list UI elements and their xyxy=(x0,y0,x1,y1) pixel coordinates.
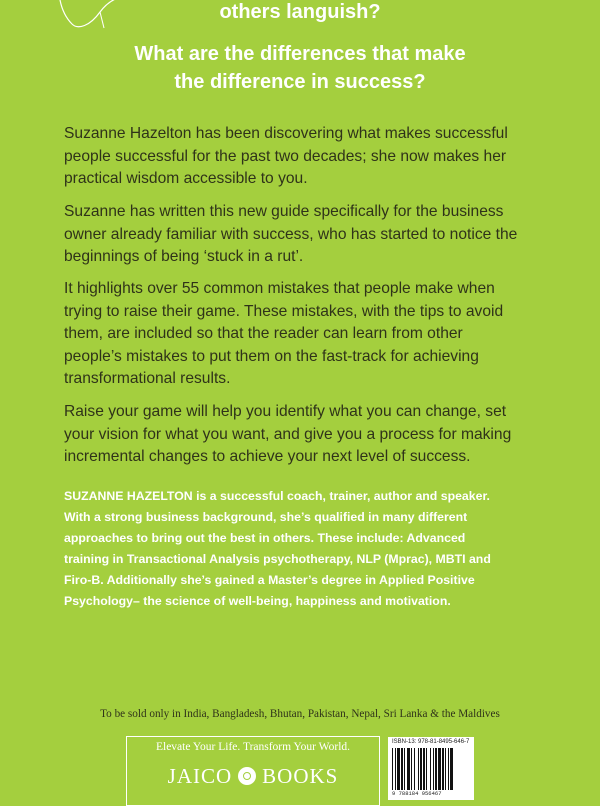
author-bio xyxy=(64,486,537,612)
paragraph-line: Suzanne has written this new guide specifically for the business xyxy=(64,203,504,220)
bio-line: approaches to bring out the best in others. These include: Advanced xyxy=(64,531,466,545)
barcode-bar xyxy=(438,748,441,790)
paragraph-3 xyxy=(64,278,537,391)
publisher-emblem-icon xyxy=(238,767,256,785)
barcode-bar xyxy=(395,748,396,790)
barcode-bar xyxy=(430,748,431,790)
paragraph-line: beginnings of being ‘stuck in a rut’. xyxy=(64,248,304,265)
barcode-bar xyxy=(445,748,446,790)
barcode-bar xyxy=(407,748,410,790)
paragraph-2 xyxy=(64,201,537,269)
paragraph-line: them, are included so that the reader can learn from other xyxy=(64,325,463,342)
barcode-bar xyxy=(411,748,412,790)
bio-line: With a strong business background, she’s qualified in many different xyxy=(64,510,468,524)
paragraph-line: transformational results. xyxy=(64,370,231,387)
barcode-block xyxy=(388,737,474,800)
barcode-bar xyxy=(426,748,427,790)
bio-line: training in Transactional Analysis psychotherapy, NLP (Mprac), MBTI and xyxy=(64,552,491,566)
barcode-number: 9 788184 956467 xyxy=(392,790,442,797)
bio-line: Firo-B. Additionally she’s gained a Master’s degree in Applied Positive xyxy=(64,573,475,587)
bio-line: SUZANNE HAZELTON is a successful coach, trainer, author and speaker. xyxy=(64,489,490,503)
headline-question xyxy=(0,40,600,96)
paragraph-line: Raise your game will help you identify what you can change, set xyxy=(64,403,507,420)
paragraph-line: trying to raise their game. These mistakes, with the tips to avoid xyxy=(64,302,504,320)
paragraph-line: people successful for the past two decades; she now makes her xyxy=(64,147,507,165)
barcode-bar xyxy=(423,748,425,790)
publisher-logo xyxy=(127,761,379,791)
sales-region-notice: To be sold only in India, Bangladesh, Bhutan, Pakistan, Nepal, Sri Lanka & the Maldives xyxy=(100,708,500,720)
headline-line-2b: the difference in success? xyxy=(174,71,426,93)
publisher-name-right: BOOKS xyxy=(262,763,339,788)
barcode-bar xyxy=(450,748,453,790)
barcode-bar xyxy=(392,748,393,790)
paragraph-1 xyxy=(64,123,537,191)
paragraph-line: owner already familiar with success, who has started to notice the xyxy=(64,225,518,243)
barcode-bar xyxy=(435,748,437,790)
paragraph-line: people’s mistakes to put them on the fast-track for achieving xyxy=(64,347,479,365)
barcode-icon xyxy=(392,748,470,790)
paragraph-line: It highlights over 55 common mistakes that people make when xyxy=(64,280,495,297)
barcode-bar xyxy=(397,748,400,790)
headline-line-1: others languish? xyxy=(219,1,381,23)
barcode-bar xyxy=(414,748,415,790)
paragraph-line: Suzanne Hazelton has been discovering what makes successful xyxy=(64,125,508,142)
barcode-bar xyxy=(448,748,449,790)
barcode-bar xyxy=(433,748,434,790)
paragraph-line: incremental changes to achieve your next level of success. xyxy=(64,448,471,465)
barcode-bar xyxy=(418,748,419,790)
paragraph-line: practical wisdom accessible to you. xyxy=(64,170,308,187)
publisher-name-left: JAICO xyxy=(167,763,233,788)
barcode-bar xyxy=(404,748,405,790)
isbn-text: ISBN-13: 978-81-8495-646-7 xyxy=(392,739,470,745)
barcode-bar xyxy=(401,748,403,790)
paragraph-line: your vision for what you want, and give you a process for making xyxy=(64,425,512,443)
paragraph-4 xyxy=(64,401,537,469)
barcode-bar xyxy=(420,748,422,790)
publisher-tagline: Elevate Your Life. Transform Your World. xyxy=(155,741,351,753)
publisher-block xyxy=(126,736,380,806)
bio-line: Psychology– the science of well-being, happiness and motivation. xyxy=(64,594,451,608)
barcode-bar xyxy=(442,748,444,790)
headline-line-2a: What are the differences that make xyxy=(134,43,466,65)
